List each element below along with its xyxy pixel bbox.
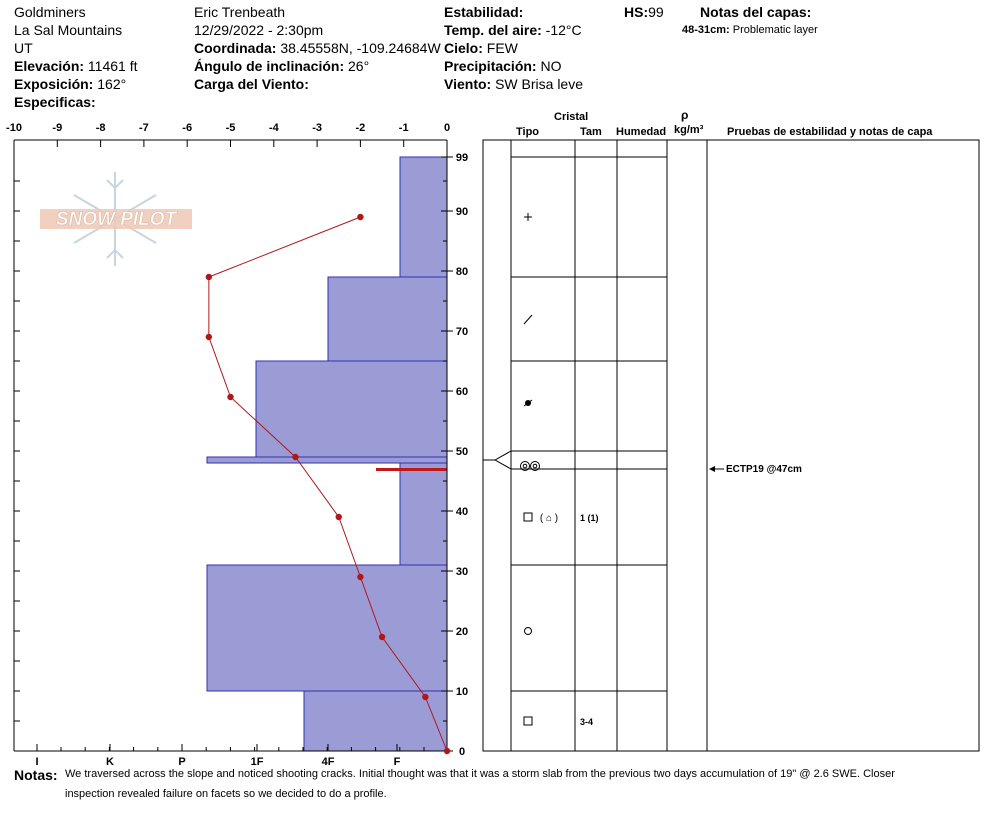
temp-tick-label: -5 [225, 122, 236, 134]
temperature-point [444, 748, 450, 754]
grain-double-circle-icon [523, 464, 527, 468]
slope-label: Ángulo de inclinación: [194, 58, 345, 74]
hardness-bar [400, 157, 447, 277]
temperature-point [206, 334, 212, 340]
hardness-bar [328, 277, 447, 361]
precip-label: Precipitación: [444, 58, 537, 74]
grain-double-circle-icon [533, 464, 537, 468]
height-tick-label: 20 [455, 626, 469, 638]
sky-label: Cielo: [444, 40, 483, 56]
grain-circle-icon [525, 628, 532, 635]
wind-load-label: Carga del Viento: [194, 76, 309, 92]
range-name: La Sal Mountains [14, 22, 123, 38]
density-unit: kg/m³ [674, 124, 704, 136]
aspect-label: Exposición: [14, 76, 94, 92]
temp-tick-label: -9 [52, 122, 63, 134]
elevation-value: 11461 ft [87, 58, 138, 74]
specifics-label: Especificas: [14, 94, 96, 110]
observation-datetime: 12/29/2022 - 2:30pm [194, 22, 324, 38]
snow-pilot-logo [40, 172, 192, 266]
notes-label: Notas: [14, 767, 58, 783]
stability-test-label: ECTP19 @47cm [726, 464, 802, 475]
temp-tick-label: -6 [182, 122, 193, 134]
temperature-point [206, 274, 212, 280]
temperature-point [292, 454, 298, 460]
hardness-bar [207, 457, 447, 463]
notes-line-2: inspection revealed failure on facets so we decided to do a profile. [65, 788, 387, 800]
temperature-point [357, 574, 363, 580]
height-tick-label: 70 [455, 326, 469, 338]
temperature-point [227, 394, 233, 400]
temp-tick-label: -1 [398, 122, 409, 134]
temp-tick-label: -4 [268, 122, 279, 134]
hs-value: 99 [648, 4, 664, 20]
height-tick-label: 10 [455, 686, 469, 698]
layer-connector-line [483, 451, 511, 460]
temp-tick-label: -2 [355, 122, 366, 134]
hardness-bar [400, 463, 447, 565]
tests-header: Pruebas de estabilidad y notas de capa [727, 126, 933, 138]
height-tick-label: 50 [455, 446, 469, 458]
coord-label: Coordinada: [194, 40, 277, 56]
height-tick-label: 99 [455, 152, 469, 164]
state-name: UT [14, 40, 33, 56]
type-header: Tipo [516, 126, 540, 138]
grain-size-label: 3-4 [580, 717, 594, 727]
temp-tick-label: -3 [312, 122, 322, 134]
precip-value: NO [540, 58, 562, 74]
air-temp-value: -12°C [545, 22, 582, 38]
density-symbol: ρ [681, 108, 689, 122]
temp-tick-label: -10 [6, 122, 22, 134]
height-tick-label: 30 [455, 566, 469, 578]
grain-slash-icon [524, 315, 532, 324]
observer-name: Eric Trenbeath [194, 4, 286, 20]
hardness-tick-label: 4F [321, 756, 335, 768]
wind-value: SW Brisa leve [495, 76, 584, 92]
temp-tick-label: -7 [139, 122, 149, 134]
logo-text: SNOW PILOT [55, 209, 177, 230]
temperature-point [357, 214, 363, 220]
layer-note-text: Problematic layer [732, 24, 818, 36]
grain-square-icon [524, 717, 532, 725]
sky-value: FEW [486, 40, 518, 56]
grain-secondary-icon: ( ⌂ ) [539, 513, 559, 524]
aspect-value: 162° [97, 76, 127, 92]
hardness-bar [207, 565, 447, 691]
arrow-head-icon [709, 466, 715, 472]
height-tick-label: 40 [455, 506, 469, 518]
hardness-tick-label: F [393, 756, 401, 768]
height-tick-label: 60 [455, 386, 469, 398]
hardness-tick-label: 1F [250, 756, 264, 768]
temperature-point [336, 514, 342, 520]
layer-table-frame [483, 140, 979, 751]
location-name: Goldminers [14, 4, 86, 20]
wind-label: Viento: [444, 76, 492, 92]
temp-tick-label: -8 [95, 122, 106, 134]
size-header: Tam [580, 126, 602, 138]
hs-label: HS: [624, 4, 649, 20]
layer-notes-label: Notas del capas: [700, 4, 812, 20]
hardness-tick-label: I [35, 756, 39, 768]
temperature-point [422, 694, 428, 700]
notes-line-1: We traversed across the slope and noticed shooting cracks. Initial thought was that it was a storm slab from the previous two days accumulation of 19" @ 2.6 SWE. Closer [65, 768, 895, 780]
slope-value: 26° [348, 58, 370, 74]
moisture-header: Humedad [616, 126, 667, 138]
air-temp-label: Temp. del aire: [444, 22, 542, 38]
hardness-tick-label: K [106, 756, 114, 768]
hardness-tick-label: P [178, 756, 186, 768]
stability-label: Estabilidad: [444, 4, 524, 20]
elevation-label: Elevación: [14, 58, 85, 74]
hardness-bar [256, 361, 447, 457]
temp-tick-label: 0 [443, 122, 451, 134]
grain-square-icon [524, 513, 532, 521]
layer-note-range: 48-31cm: [682, 24, 730, 36]
grain-size-label: 1 (1) [580, 513, 599, 523]
layer-connector-line [483, 460, 511, 469]
coord-value: 38.45558N, -109.24684W [280, 40, 441, 56]
height-tick-label: 90 [455, 206, 469, 218]
height-tick-label: 0 [458, 746, 466, 758]
crystal-header: Cristal [554, 111, 589, 123]
temperature-point [379, 634, 385, 640]
height-tick-label: 80 [455, 266, 469, 278]
